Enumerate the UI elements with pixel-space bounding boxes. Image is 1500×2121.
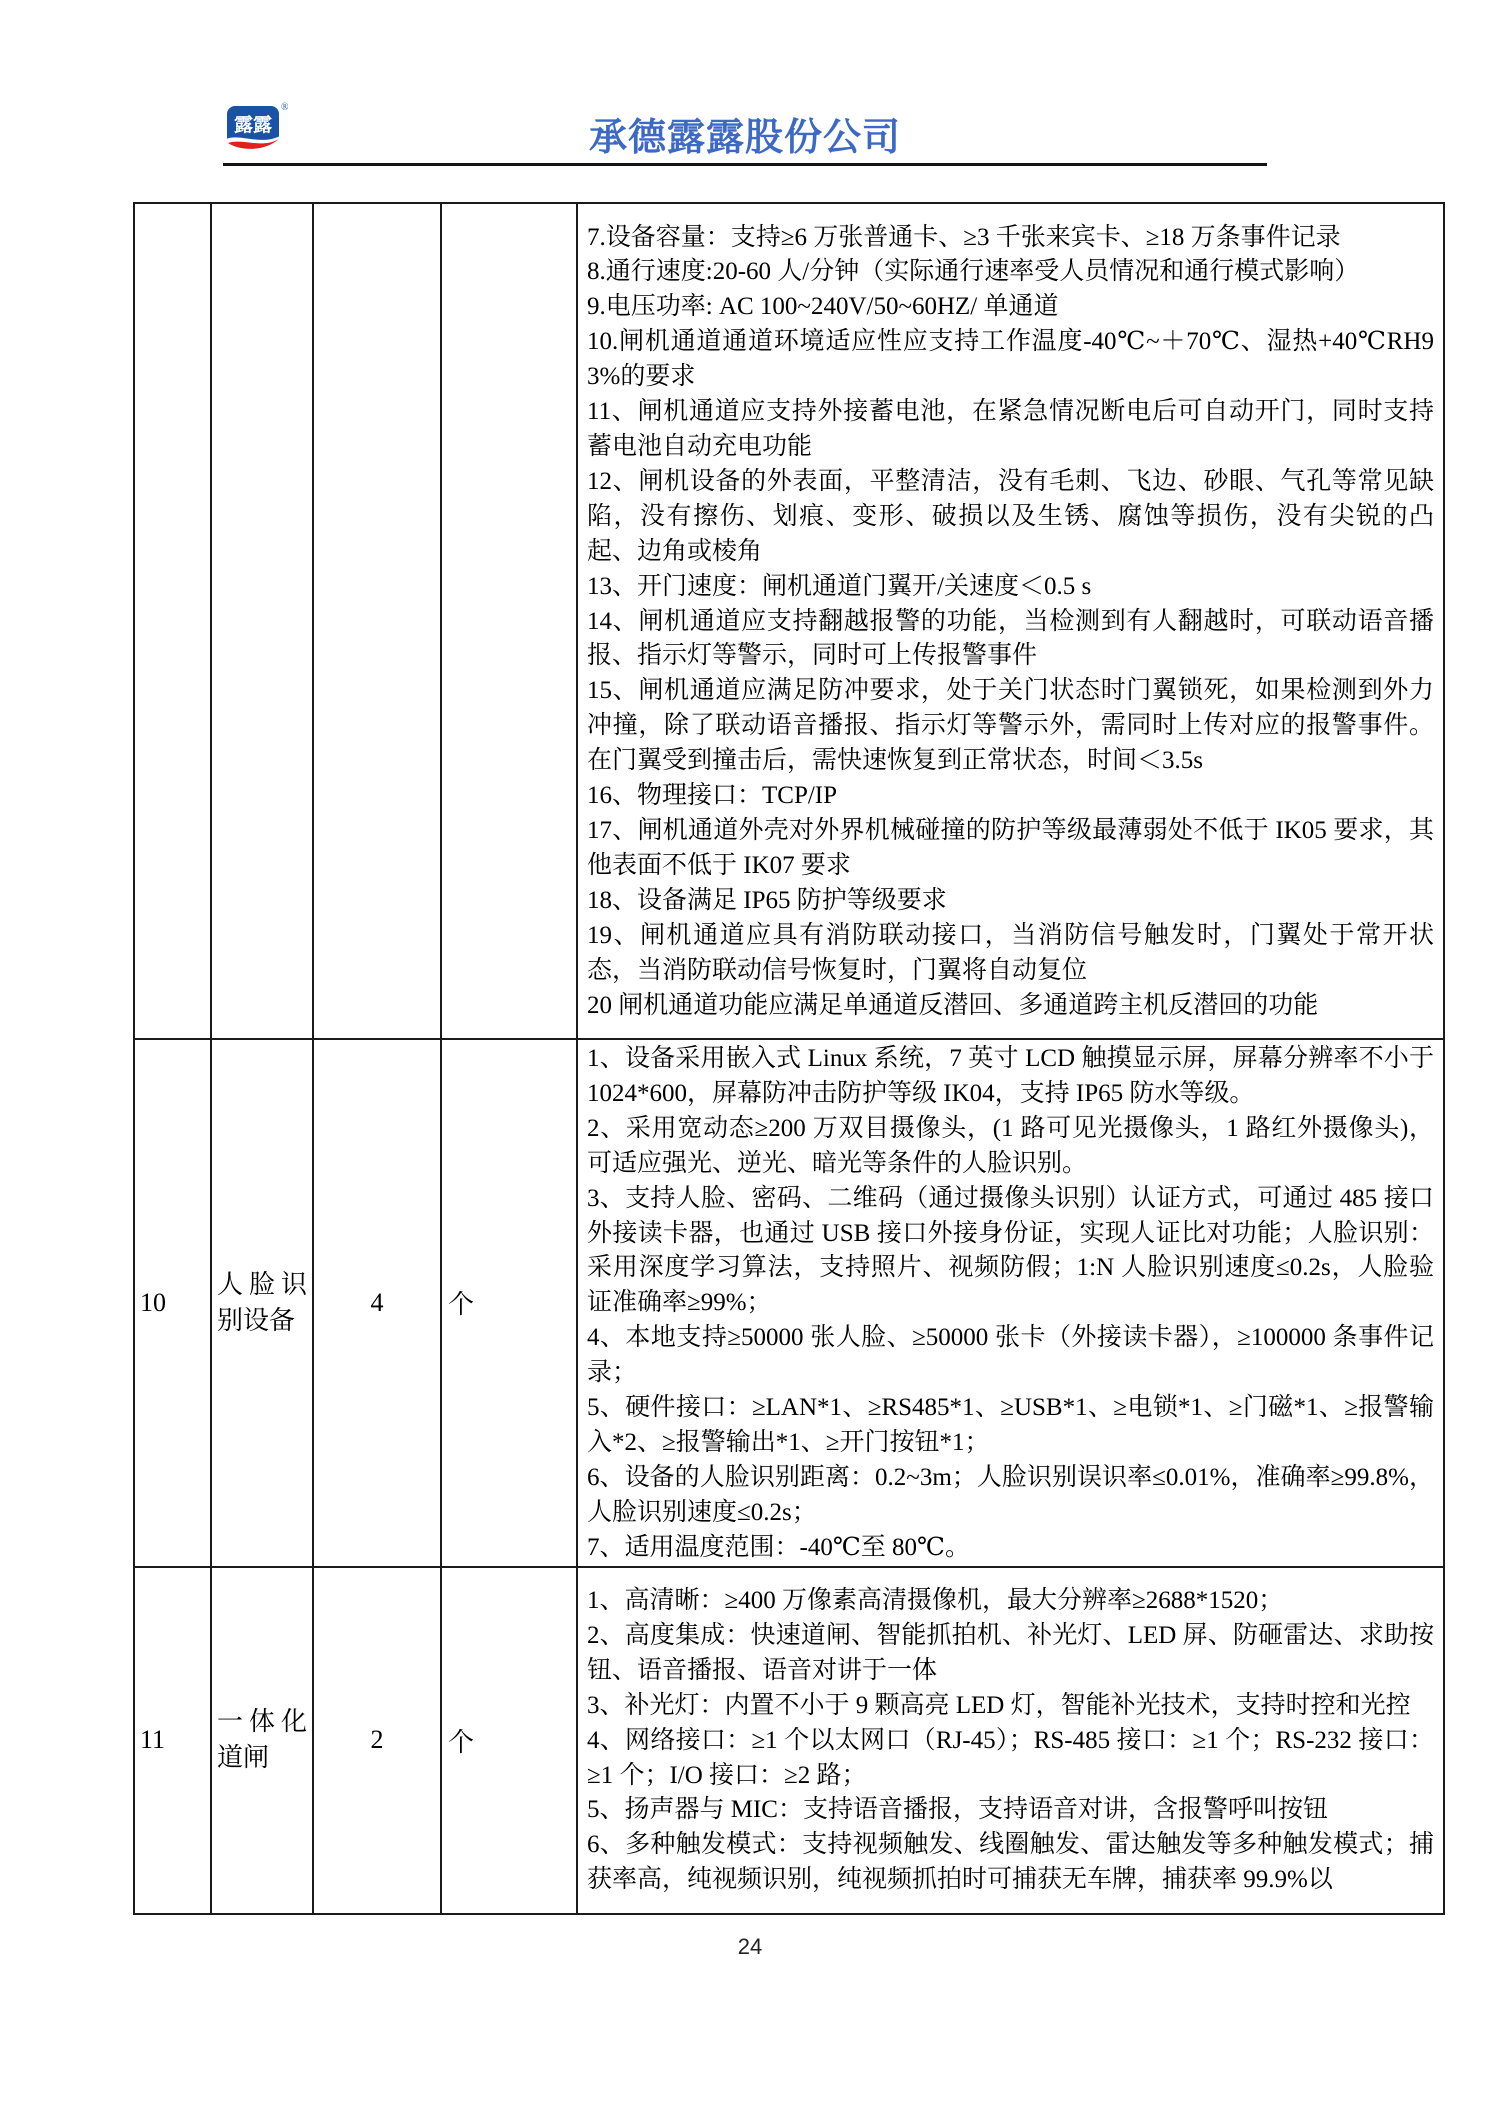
spec-paragraph: 19、闸机通道应具有消防联动接口，当消防信号触发时，门翼处于常开状态，当消防联动信号恢复时，门翼将自动复位 (587, 921, 1434, 984)
spec-paragraph: 18、设备满足 IP65 防护等级要求 (587, 886, 947, 914)
spec-cell (577, 203, 1444, 1039)
spec-paragraph: 5、硬件接口：≥LAN*1、≥RS485*1、≥USB*1、≥电锁*1、≥门磁*1、≥报警输入*2、≥报警输出*1、≥开门按钮*1； (587, 1394, 1434, 1456)
qty-cell (313, 203, 441, 1039)
spec-cell (577, 1039, 1444, 1567)
spec-paragraph: 16、物理接口：TCP/IP (587, 782, 838, 810)
spec-paragraph: 15、闸机通道应满足防冲要求，处于关门状态时门翼锁死，如果检测到外力冲撞，除了联动语音播报、指示灯等警示外，需同时上传对应的报警事件。在门翼受到撞击后，需快速恢复到正常状态，时间＜3.5s (587, 677, 1434, 775)
unit-cell (441, 203, 577, 1039)
spec-paragraph: 5、扬声器与 MIC：支持语音播报，支持语音对讲，含报警呼叫按钮 (587, 1796, 1328, 1824)
spec-paragraph: 7.设备容量：支持≥6 万张普通卡、≥3 千张来宾卡、≥18 万条事件记录 (587, 223, 1341, 251)
spec-paragraph: 14、闸机通道应支持翻越报警的功能，当检测到有人翻越时，可联动语音播报、指示灯等警示，同时可上传报警事件 (587, 607, 1434, 670)
device-name: 一体化道闸 (217, 1707, 307, 1773)
name-cell (211, 203, 313, 1039)
seq-cell: 11 (134, 1567, 211, 1914)
page-number: 24 (737, 1934, 763, 1959)
spec-paragraph: 17、闸机通道外壳对外界机械碰撞的防护等级最薄弱处不低于 IK05 要求，其他表面不低于 IK07 要求 (587, 816, 1434, 879)
device-name: 人脸识别设备 (217, 1269, 307, 1335)
spec-paragraph: 1、设备采用嵌入式 Linux 系统，7 英寸 LCD 触摸显示屏，屏幕分辨率不小于 1024*600，屏幕防冲击防护等级 IK04，支持 IP65 防水等级。 (587, 1045, 1434, 1107)
qty-cell: 2 (313, 1567, 441, 1914)
table-row-10 (134, 1039, 1444, 1567)
qty-cell: 4 (313, 1039, 441, 1567)
spec-paragraph: 4、本地支持≥50000 张人脸、≥50000 张卡（外接读卡器），≥100000 条事件记录； (587, 1324, 1434, 1387)
spec-paragraph: 8.通行速度:20-60 人/分钟（实际通行速率受人员情况和通行模式影响） (587, 258, 1360, 286)
spec-paragraph: 3、补光灯：内置不小于 9 颗高亮 LED 灯，智能补光技术，支持时控和光控 (587, 1691, 1411, 1719)
spec-paragraph: 1、高清晰：≥400 万像素高清摄像机，最大分辨率≥2688*1520； (587, 1587, 1284, 1615)
spec-paragraph: 12、闸机设备的外表面，平整清洁，没有毛刺、飞边、砂眼、气孔等常见缺陷，没有擦伤、划痕、变形、破损以及生锈、腐蚀等损伤，没有尖锐的凸起、边角或棱角 (587, 467, 1434, 565)
unit-cell: 个 (441, 1039, 577, 1567)
header-divider (223, 163, 1267, 166)
spec-paragraph: 6、设备的人脸识别距离：0.2~3m；人脸识别误识率≤0.01%，准确率≥99.8%，人脸识别速度≤0.2s； (587, 1463, 1434, 1526)
company-name: 承德露露股份公司 (588, 117, 901, 159)
spec-paragraph: 11、闸机通道应支持外接蓄电池，在紧急情况断电后可自动开门，同时支持蓄电池自动充电功能 (587, 398, 1434, 461)
spec-paragraph: 2、采用宽动态≥200 万双目摄像头，(1 路可见光摄像头，1 路红外摄像头)，可适应强光、逆光、暗光等条件的人脸识别。 (587, 1114, 1434, 1177)
spec-paragraph: 3、支持人脸、密码、二维码（通过摄像头识别）认证方式，可通过 485 接口外接读卡器，也通过 USB 接口外接身份证，实现人证比对功能；人脸识别：采用深度学习算法，支持照片、视频防假；1:N 人脸识别速度≤0.2s，人脸验证准确率≥99%； (587, 1184, 1434, 1317)
name-cell (211, 1567, 313, 1914)
spec-paragraph: 6、多种触发模式：支持视频触发、线圈触发、雷达触发等多种触发模式；捕获率高，纯视频识别，纯视频抓拍时可捕获无车牌，捕获率 99.9%以 (587, 1831, 1434, 1894)
name-cell (211, 1039, 313, 1567)
spec-paragraph: 7、适用温度范围：-40℃至 80℃。 (587, 1533, 971, 1561)
spec-cell (577, 1567, 1444, 1914)
spec-table (133, 202, 1445, 1915)
spec-paragraph: 20 闸机通道功能应满足单通道反潜回、多通道跨主机反潜回的功能 (587, 991, 1319, 1019)
table-row-11 (134, 1567, 1444, 1914)
logo-text: 露露 (233, 115, 273, 136)
spec-paragraph: 4、网络接口：≥1 个以太网口（RJ-45）；RS-485 接口：≥1 个；RS-232 接口：≥1 个；I/O 接口：≥2 路； (587, 1726, 1434, 1789)
seq-cell: 10 (134, 1039, 211, 1567)
table-row-continuation (134, 203, 1444, 1039)
unit-cell: 个 (441, 1567, 577, 1914)
spec-paragraph: 10.闸机通道通道环境适应性应支持工作温度-40℃~＋70℃、湿热+40℃RH93%的要求 (587, 328, 1434, 391)
spec-paragraph: 9.电压功率: AC 100~240V/50~60HZ/ 单通道 (587, 293, 1059, 321)
registered-trademark-icon: ® (281, 102, 288, 113)
seq-cell (134, 203, 211, 1039)
spec-paragraph: 13、开门速度：闸机通道门翼开/关速度＜0.5 s (587, 572, 1092, 600)
spec-paragraph: 2、高度集成：快速道闸、智能抓拍机、补光灯、LED 屏、防砸雷达、求助按钮、语音播报、语音对讲于一体 (587, 1621, 1434, 1684)
